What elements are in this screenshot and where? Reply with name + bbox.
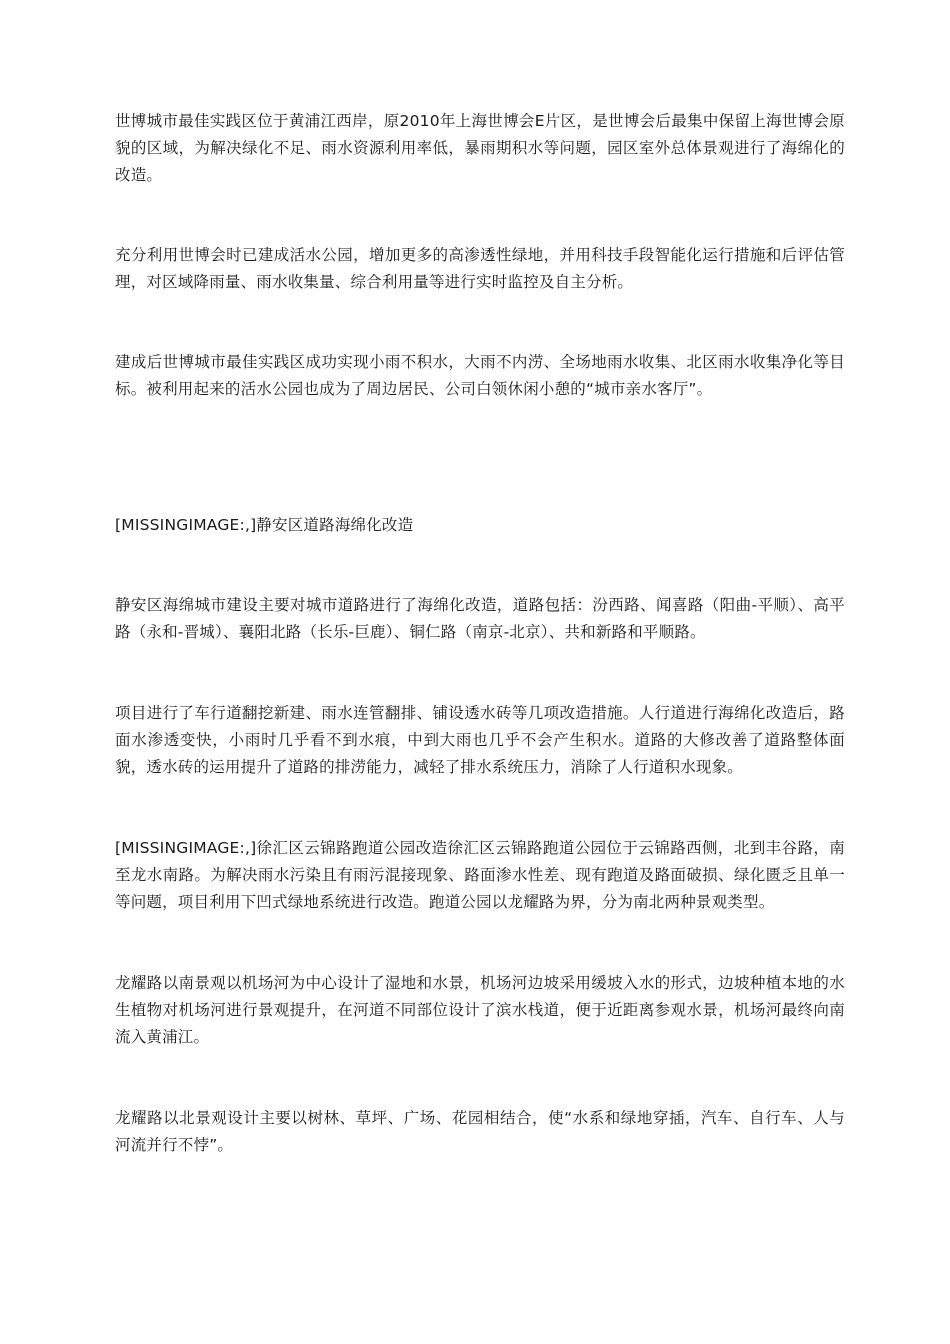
paragraph-xuhui-park: [MISSINGIMAGE:,]徐汇区云锦路跑道公园改造徐汇区云锦路跑道公园位于云锦路西侧，北到丰谷路，南至龙水南路。为解决雨水污染且有雨污混接现象、路面渗水性差、现有跑道及路面破损、绿化匮乏且单一等问题，项目利用下凹式绿地系统进行改造。跑道公园以龙耀路为界，分为南北两种景观类型。 <box>115 839 845 911</box>
paragraph-shibo-results: 建成后世博城市最佳实践区成功实现小雨不积水，大雨不内涝、全场地雨水收集、北区雨水收集净化等目标。被利用起来的活水公园也成为了周边居民、公司白领休闲小憩的“城市亲水客厅”。 <box>115 353 845 398</box>
paragraph-longyao-north: 龙耀路以北景观设计主要以树林、草坪、广场、花园相结合，使“水系和绿地穿插，汽车、自行车、人与河流并行不悖”。 <box>115 1109 845 1154</box>
section-heading-jingan: [MISSINGIMAGE:,]静安区道路海绵化改造 <box>115 516 414 534</box>
paragraph-longyao-south: 龙耀路以南景观以机场河为中心设计了湿地和水景，机场河边坡采用缓坡入水的形式，边坡种植本地的水生植物对机场河进行景观提升，在河道不同部位设计了滨水栈道，便于近距离参观水景，机场河最终向南流入黄浦江。 <box>115 974 845 1046</box>
paragraph-shibo-intro: 世博城市最佳实践区位于黄浦江西岸，原2010年上海世博会E片区，是世博会后最集中保留上海世博会原貌的区域，为解决绿化不足、雨水资源利用率低，暴雨期积水等问题，园区室外总体景观进行了海绵化的改造。 <box>115 112 845 184</box>
paragraph-shibo-measures: 充分利用世博会时已建成活水公园，增加更多的高渗透性绿地，并用科技手段智能化运行措施和后评估管理，对区域降雨量、雨水收集量、综合利用量等进行实时监控及自主分析。 <box>115 246 845 291</box>
paragraph-jingan-roads: 静安区海绵城市建设主要对城市道路进行了海绵化改造，道路包括：汾西路、闻喜路（阳曲-平顺）、高平路（永和-晋城）、襄阳北路（长乐-巨鹿）、铜仁路（南京-北京）、共和新路和平顺路。 <box>115 596 845 641</box>
paragraph-jingan-measures: 项目进行了车行道翻挖新建、雨水连管翻排、铺设透水砖等几项改造措施。人行道进行海绵化改造后，路面水渗透变快，小雨时几乎看不到水痕，中到大雨也几乎不会产生积水。道路的大修改善了道路整体面貌，透水砖的运用提升了道路的排涝能力，减轻了排水系统压力，消除了人行道积水现象。 <box>115 704 845 776</box>
